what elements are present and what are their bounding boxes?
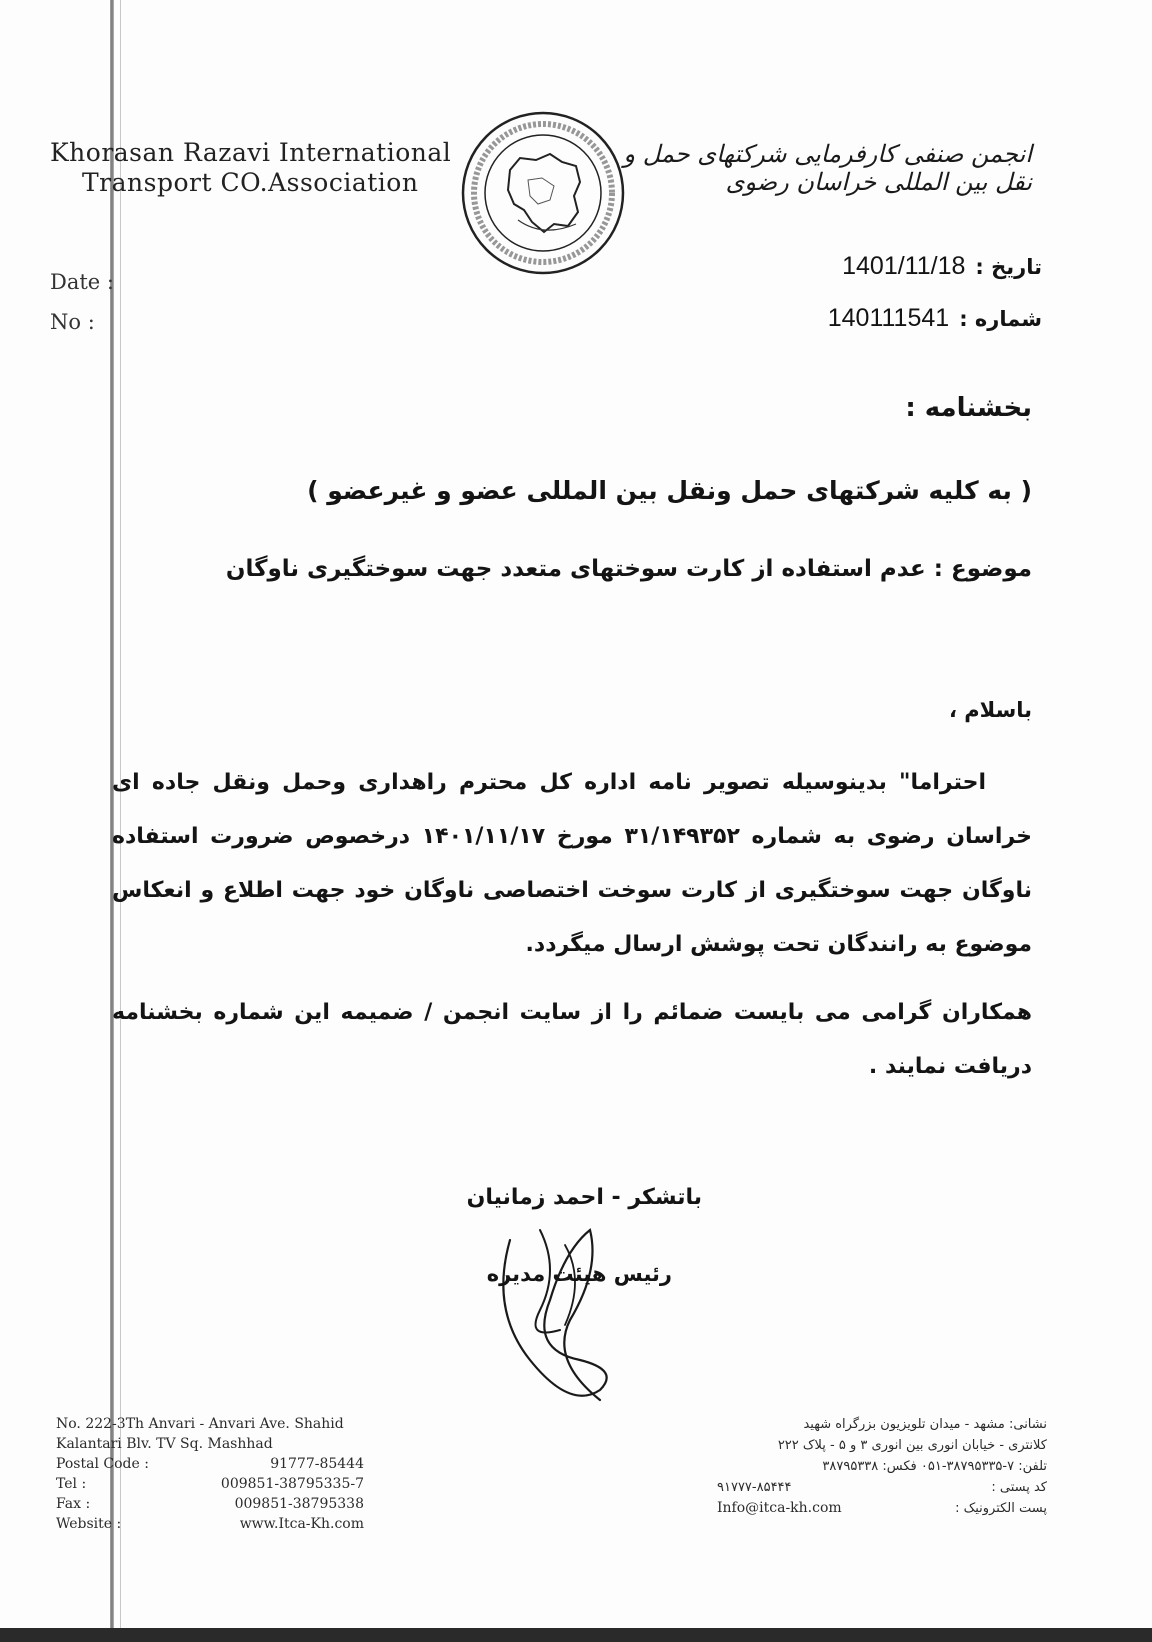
date-label-en: Date : — [50, 270, 114, 294]
footer-fa-postal-value: ۹۱۷۷۷-۸۵۴۴۴ — [717, 1480, 792, 1495]
footer-en-website-label: Website : — [56, 1516, 122, 1532]
meta-labels-en — [50, 262, 114, 342]
footer-en-website-value: www.Itca-Kh.com — [239, 1516, 364, 1532]
org-name-fa: انجمن صنفی کارفرمایی شرکتهای حمل و نقل بین المللی خراسان رضوی — [623, 140, 1032, 196]
footer-fa-email-label: پست الکترونیک : — [955, 1501, 1047, 1516]
footer-en-postal-label: Postal Code : — [56, 1456, 149, 1472]
footer-en-tel-label: Tel : — [56, 1476, 87, 1492]
footer-en-address-line1: No. 222-3Th Anvari - Anvari Ave. Shahid — [56, 1416, 344, 1432]
footer-contact-fa — [717, 1414, 1047, 1519]
number-row — [828, 304, 1042, 356]
footer-fa-email-row — [717, 1498, 1047, 1519]
circular-heading: بخشنامه : — [905, 393, 1032, 423]
footer-fa-address-line2: کلانتری - خیابان انوری بین انوری ۳ و ۵ - پلاک ۲۲۲ — [777, 1438, 1047, 1453]
footer-en-postal-row — [56, 1454, 376, 1474]
footer-fa-postal-row — [717, 1477, 1047, 1498]
greeting: باسلام ، — [948, 698, 1032, 722]
footer-fa-phone-line: تلفن: ۷-۳۸۷۹۵۳۳۵-۰۵۱ فکس: ۳۸۷۹۵۳۳۸ — [822, 1459, 1047, 1474]
signer-name: باتشکر - احمد زمانیان — [466, 1185, 702, 1210]
footer-fa-postal-label: کد پستی : — [991, 1480, 1047, 1495]
footer-fa-email-value: Info@itca-kh.com — [717, 1500, 842, 1516]
footer-contact-en — [56, 1414, 376, 1534]
footer-en-postal-value: 91777-85444 — [270, 1456, 364, 1472]
footer-en-address-line2: Kalantari Blv. TV Sq. Mashhad — [56, 1436, 273, 1452]
signer-title: رئیس هیئت مدیره — [486, 1262, 672, 1286]
body-paragraph-2: همکاران گرامی می بایست ضمائم را از سایت انجمن / ضمیمه این شماره بخشنامه دریافت نمایند . — [112, 1000, 1032, 1079]
date-value: 1401/11/18 — [842, 252, 966, 280]
body-paragraph-1: احتراما" بدینوسیله تصویر نامه اداره کل محترم راهداری وحمل ونقل جاده ای خراسان رضوی به شماره ۳۱/۱۴۹۳۵۲ مورخ ۱۴۰۱/۱۱/۱۷ درخصوص ضرورت استفاده ناوگان جهت سوختگیری از کارت سوخت اختصاصی ناوگان خود جهت اطلاع و انعکاس موضوع به رانندگان تحت پوشش ارسال میگردد. — [112, 770, 1032, 957]
org-name-en — [50, 138, 451, 198]
meta-fa — [828, 252, 1042, 356]
footer-en-fax-label: Fax : — [56, 1496, 91, 1512]
footer-en-fax-value: 009851-38795338 — [234, 1496, 364, 1512]
footer-fa-address-line1: نشانی: مشهد - میدان تلویزیون بزرگراه شهید — [803, 1417, 1047, 1432]
letter-body — [112, 756, 1032, 1108]
footer-en-website-row — [56, 1514, 376, 1534]
number-label-fa: شماره : — [959, 307, 1042, 331]
scan-bottom-edge — [0, 1628, 1152, 1642]
number-label-en: No : — [50, 310, 95, 334]
footer-en-tel-row — [56, 1474, 376, 1494]
footer-en-tel-value: 009851-38795335-7 — [220, 1476, 364, 1492]
handwritten-signature — [470, 1210, 650, 1420]
date-label-fa: تاریخ : — [975, 255, 1042, 279]
association-logo — [458, 108, 628, 278]
subject-line: موضوع : عدم استفاده از کارت سوختهای متعدد جهت سوختگیری ناوگان — [225, 556, 1032, 582]
number-value: 140111541 — [827, 304, 950, 332]
date-row — [828, 252, 1042, 304]
org-name-en-line2: Transport CO.Association — [82, 168, 419, 197]
footer-en-fax-row — [56, 1494, 376, 1514]
recipients-line: ( به کلیه شرکتهای حمل ونقل بین المللی عضو و غیرعضو ) — [307, 476, 1032, 505]
org-name-en-line1: Khorasan Razavi International — [50, 138, 452, 167]
